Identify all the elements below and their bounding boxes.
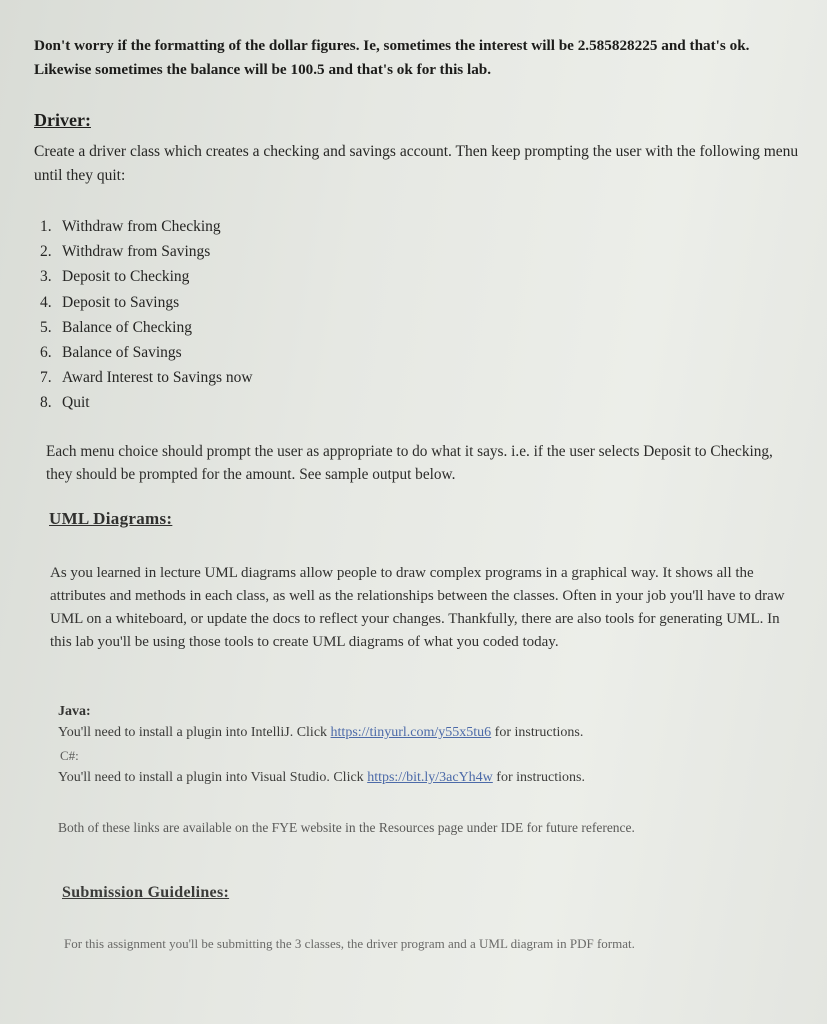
csharp-text: You'll need to install a plugin into Visual Studio. Click xyxy=(58,770,368,785)
list-item xyxy=(40,214,253,239)
driver-paragraph: Create a driver class which creates a checking and savings account. Then keep prompting the user with the following menu until they quit: xyxy=(34,143,799,184)
menu-label: Quit xyxy=(62,394,90,412)
java-text: You'll need to install a plugin into IntelliJ. Click xyxy=(58,725,331,740)
csharp-plugin-link[interactable]: https://bit.ly/3acYh4w xyxy=(367,770,493,785)
list-item xyxy=(40,340,253,365)
menu-number: 6. xyxy=(40,344,52,362)
menu-label: Deposit to Checking xyxy=(62,268,190,286)
list-item xyxy=(40,239,253,264)
list-item xyxy=(40,290,253,315)
list-item xyxy=(40,264,253,289)
menu-list xyxy=(40,214,253,416)
java-instructions xyxy=(58,725,583,741)
csharp-title: C#: xyxy=(60,748,79,763)
driver-heading: Driver: xyxy=(34,110,91,130)
menu-label: Balance of Checking xyxy=(62,318,192,336)
submission-paragraph: For this assignment you'll be submitting the 3 classes, the driver program and a UML diagram in PDF format. xyxy=(64,936,635,951)
list-item xyxy=(40,315,253,340)
menu-label: Withdraw from Savings xyxy=(62,243,211,261)
java-title: Java: xyxy=(58,704,91,719)
menu-label: Balance of Savings xyxy=(62,344,182,362)
links-note-paragraph: Both of these links are available on the FYE website in the Resources page under IDE for future reference. xyxy=(58,820,635,835)
menu-label: Deposit to Savings xyxy=(62,293,180,311)
menu-number: 4. xyxy=(40,293,52,311)
submission-heading: Submission Guidelines: xyxy=(62,884,230,901)
csharp-instructions xyxy=(58,770,585,786)
menu-label: Award Interest to Savings now xyxy=(62,369,253,387)
menu-label: Withdraw from Checking xyxy=(62,218,221,235)
menu-number: 1. xyxy=(40,218,52,235)
menu-number: 3. xyxy=(40,268,52,286)
menu-number: 5. xyxy=(40,318,52,336)
formatting-note: Don't worry if the formatting of the dollar figures. Ie, sometimes the interest will be 2.585828225 and that's ok. Likewise sometimes the balance will be 100.5 and that's ok for this lab. xyxy=(34,37,750,78)
menu-number: 8. xyxy=(40,394,52,412)
menu-number: 2. xyxy=(40,243,52,261)
uml-paragraph: As you learned in lecture UML diagrams allow people to draw complex programs in a graphical way. It shows all the attributes and methods in each class, as well as the relationships between the classes. Often in your job you'll have to draw UML on a whiteboard, or update the docs to reflect your changes. Thankfully, there are also tools for generating UML. In this lab you'll be using those tools to create UML diagrams of what you coded today. xyxy=(50,565,785,650)
csharp-after-text: for instructions. xyxy=(492,770,585,785)
uml-heading: UML Diagrams: xyxy=(49,509,173,528)
menu-number: 7. xyxy=(40,369,52,387)
list-item xyxy=(40,365,253,390)
menu-note-paragraph: Each menu choice should prompt the user as appropriate to do what it says. i.e. if the user selects Deposit to Checking, they should be prompted for the amount. See sample output below. xyxy=(46,443,773,483)
java-plugin-link[interactable]: https://tinyurl.com/y55x5tu6 xyxy=(330,725,492,740)
java-after-text: for instructions. xyxy=(491,725,584,740)
list-item xyxy=(40,390,253,415)
